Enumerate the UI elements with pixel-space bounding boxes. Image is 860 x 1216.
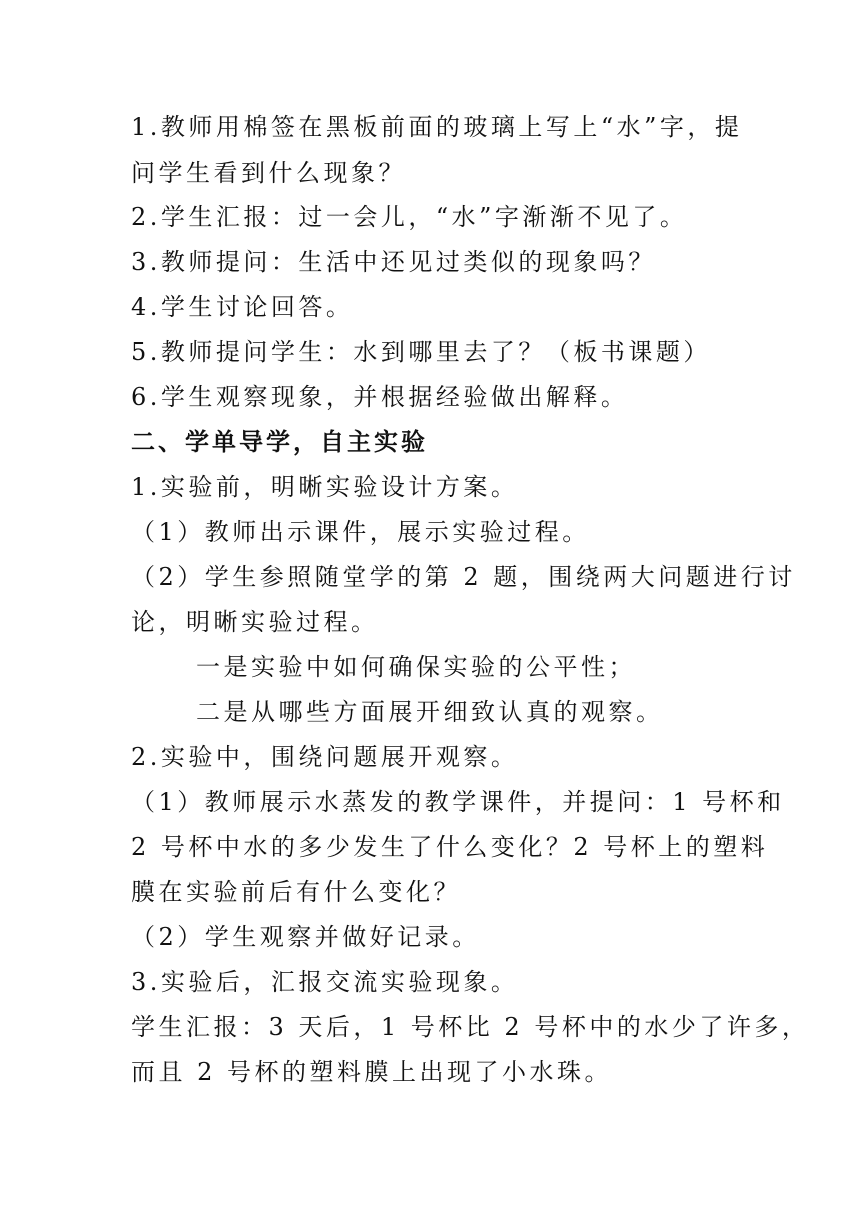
text-line: 5.教师提问学生：水到哪里去了？（板书课题） <box>131 338 711 366</box>
text-line: 3.实验后，汇报交流实验现象。 <box>131 968 519 996</box>
text-line: 1.教师用棉签在黑板前面的玻璃上写上“水”字，提 <box>131 113 743 141</box>
text-line: 2.实验中，围绕问题展开观察。 <box>131 743 519 771</box>
section-heading: 二、学单导学，自主实验 <box>131 428 428 456</box>
text-line: （1）教师出示课件，展示实验过程。 <box>131 518 590 546</box>
text-line: 一是实验中如何确保实验的公平性； <box>196 653 636 681</box>
text-line: 2 号杯中水的多少发生了什么变化？2 号杯上的塑料 <box>131 833 769 861</box>
text-line: （2）学生观察并做好记录。 <box>131 923 480 951</box>
text-line: 6.学生观察现象，并根据经验做出解释。 <box>131 383 629 411</box>
text-line: 学生汇报：3 天后，1 号杯比 2 号杯中的水少了许多， <box>131 1013 810 1041</box>
text-line: 二是从哪些方面展开细致认真的观察。 <box>196 698 664 726</box>
text-line: 3.教师提问：生活中还见过类似的现象吗？ <box>131 248 656 276</box>
text-line: 而且 2 号杯的塑料膜上出现了小水珠。 <box>131 1058 613 1086</box>
text-line: 2.学生汇报：过一会儿，“水”字渐渐不见了。 <box>131 203 688 231</box>
text-line: 1.实验前，明晰实验设计方案。 <box>131 473 519 501</box>
text-line: （2）学生参照随堂学的第 2 题，围绕两大问题进行讨 <box>131 563 796 591</box>
text-line: 膜在实验前后有什么变化？ <box>131 878 461 906</box>
text-line: （1）教师展示水蒸发的教学课件，并提问：1 号杯和 <box>131 788 785 816</box>
text-line: 问学生看到什么现象？ <box>131 159 406 187</box>
text-line: 论，明晰实验过程。 <box>131 608 379 636</box>
text-line: 4.学生讨论回答。 <box>131 293 354 321</box>
